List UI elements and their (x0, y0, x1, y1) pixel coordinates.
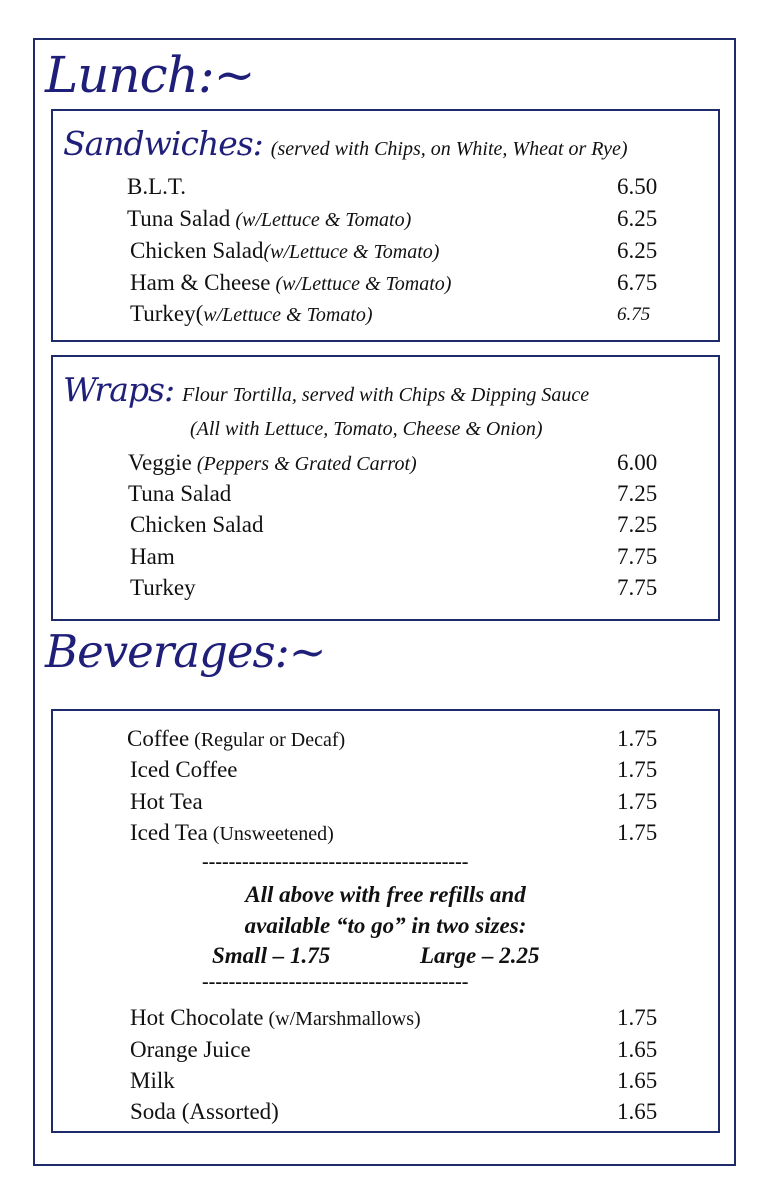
item-price: 6.50 (617, 174, 658, 199)
beverages-heading: Beverages:~ (45, 625, 326, 678)
wraps-subheading (63, 370, 589, 409)
item-price: 1.65 (617, 1037, 658, 1062)
item-name: B.L.T. (127, 174, 186, 199)
wrap-item-ham (130, 545, 175, 568)
sandwich-item-chicken-salad (130, 239, 439, 262)
item-detail: (w/Lettuce & Tomato) (270, 273, 452, 295)
item-name: Veggie (128, 450, 192, 475)
wraps-note: Flour Tortilla, served with Chips & Dipping Sauce (182, 384, 590, 406)
item-price: 1.75 (617, 1005, 658, 1030)
item-price: 6.75 (617, 270, 658, 295)
refill-note-line-2: available “to go” in two sizes: (244, 913, 527, 938)
beverage-item-iced-tea (130, 821, 334, 844)
item-price: 1.75 (617, 757, 658, 782)
item-detail: (w/Lettuce & Tomato) (263, 241, 440, 263)
wrap-item-tuna-salad (128, 482, 231, 505)
item-price: 6.25 (617, 206, 658, 231)
item-name: Milk (130, 1068, 175, 1093)
item-price: 6.00 (617, 450, 658, 475)
sandwiches-title: Sandwiches: (63, 124, 263, 163)
item-price: 6.25 (617, 238, 658, 263)
beverage-item-iced-coffee (130, 758, 238, 781)
sandwich-item-tuna-salad (127, 207, 411, 230)
beverage-item-soda (130, 1100, 279, 1123)
refill-note-line-1: All above with free refills and (245, 882, 526, 907)
item-name: Iced Coffee (130, 757, 238, 782)
item-name: Tuna Salad (127, 206, 231, 231)
divider-bottom: ---------------------------------------- (202, 971, 469, 993)
wrap-item-turkey (130, 576, 196, 599)
item-name: Orange Juice (130, 1037, 251, 1062)
sandwich-item-blt (127, 175, 186, 198)
beverage-item-coffee (127, 727, 345, 750)
item-price: 6.75 (617, 304, 651, 325)
beverage-item-hot-tea (130, 790, 203, 813)
item-name: Iced Tea (130, 820, 208, 845)
item-name: Coffee (127, 726, 190, 751)
size-large: Large – 2.25 (420, 943, 540, 968)
lunch-heading: Lunch:~ (45, 46, 255, 104)
item-detail: (Peppers & Grated Carrot) (191, 453, 417, 475)
item-price: 7.25 (617, 512, 658, 537)
item-name: Tuna Salad (128, 481, 232, 506)
item-name: Ham (130, 544, 175, 569)
item-price: 1.75 (617, 726, 658, 751)
item-name: Chicken Salad (130, 512, 264, 537)
divider-top: ---------------------------------------- (202, 851, 469, 873)
beverage-item-milk (130, 1069, 175, 1092)
item-name: Hot Tea (130, 789, 203, 814)
wraps-title: Wraps: (63, 370, 175, 409)
item-detail: (w/Lettuce & Tomato) (230, 209, 412, 231)
item-price: 7.25 (617, 481, 658, 506)
item-detail: (Regular or Decaf) (189, 729, 346, 751)
size-small: Small – 1.75 (212, 943, 331, 968)
beverage-item-hot-chocolate (130, 1006, 421, 1029)
item-name: Turkey( (130, 301, 204, 326)
wrap-item-veggie (128, 451, 417, 474)
item-price: 7.75 (617, 575, 658, 600)
sandwiches-subheading (63, 124, 628, 163)
item-detail: (w/Marshmallows) (263, 1008, 421, 1030)
item-detail: w/Lettuce & Tomato) (203, 304, 373, 326)
wraps-note-2: (All with Lettuce, Tomato, Cheese & Onion) (190, 418, 543, 440)
item-name: Ham & Cheese (130, 270, 271, 295)
item-price: 1.75 (617, 820, 658, 845)
item-name: Hot Chocolate (130, 1005, 264, 1030)
item-price: 1.75 (617, 789, 658, 814)
item-price: 1.65 (617, 1099, 658, 1124)
item-name: Soda (Assorted) (130, 1099, 279, 1124)
sandwiches-note: (served with Chips, on White, Wheat or Rye) (270, 138, 628, 160)
item-price: 7.75 (617, 544, 658, 569)
item-detail: (Unsweetened) (207, 823, 334, 845)
sandwich-item-ham-cheese (130, 271, 451, 294)
wrap-item-chicken-salad (130, 513, 264, 536)
item-name: Chicken Salad (130, 238, 264, 263)
beverage-item-orange-juice (130, 1038, 251, 1061)
item-name: Turkey (130, 575, 196, 600)
item-price: 1.65 (617, 1068, 658, 1093)
sandwich-item-turkey (130, 302, 373, 325)
